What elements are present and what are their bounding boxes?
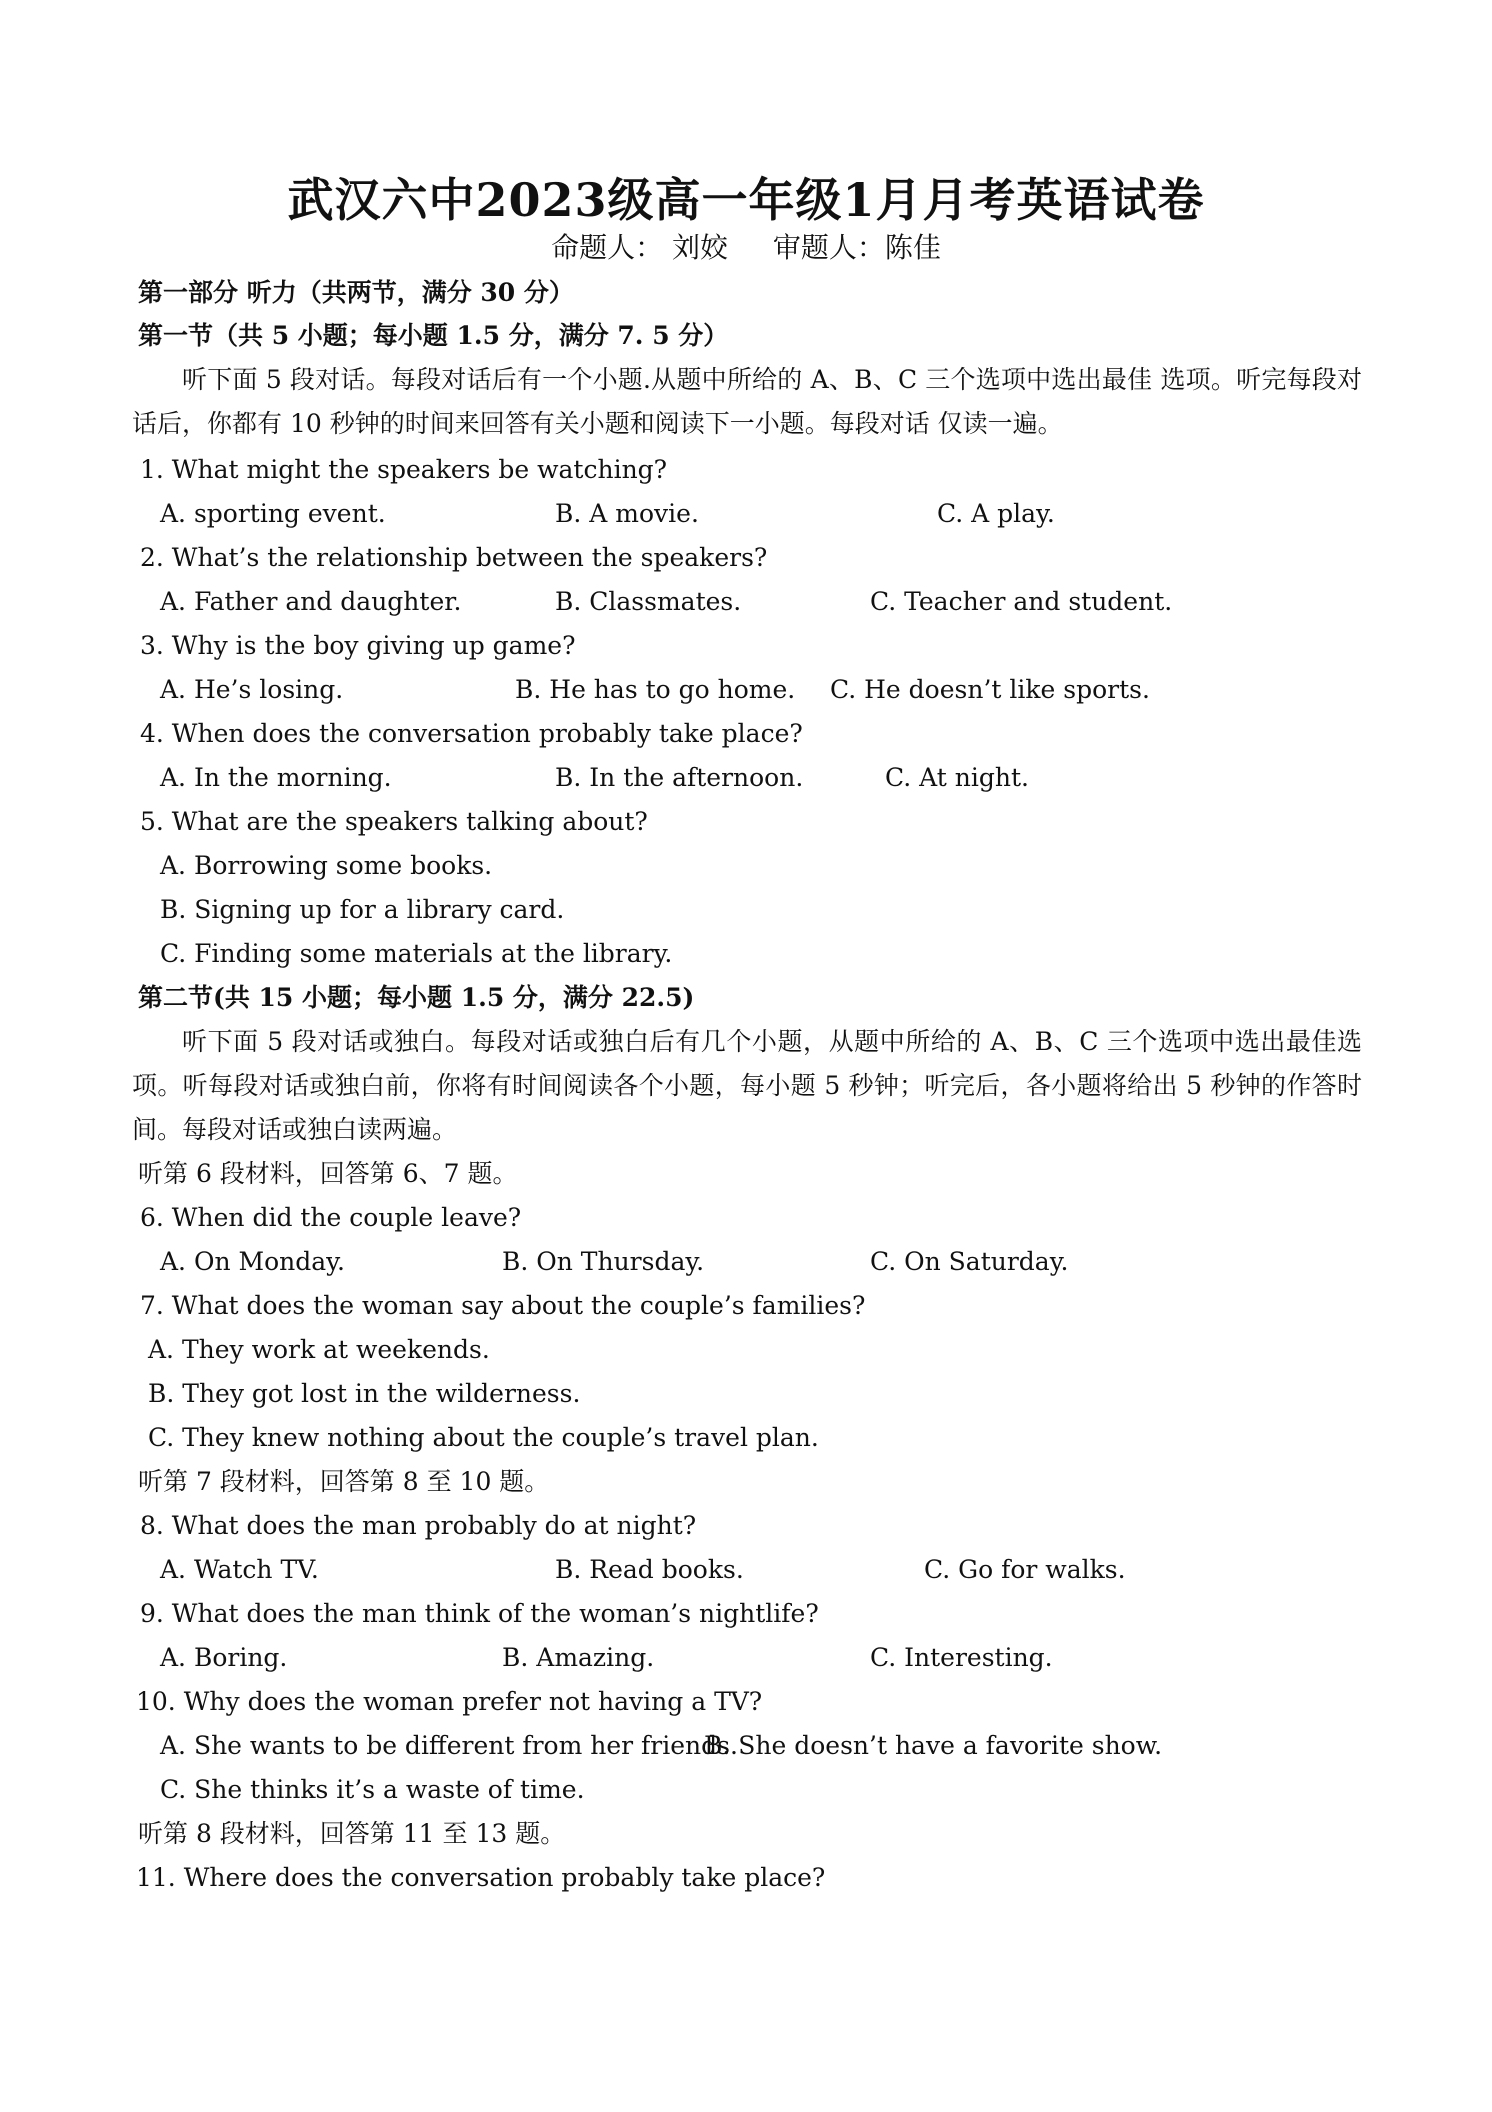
option-b: B. In the afternoon. [555,763,804,792]
option-a: A. Boring. [160,1643,288,1672]
question-stem: 7. What does the woman say about the couple’s families? [140,1291,866,1320]
question-stem: 3. Why is the boy giving up game? [140,631,576,660]
material-8-note: 听第 8 段材料，回答第 11 至 13 题。 [138,1819,566,1848]
reviewer-label: 审题人：陈佳 [772,231,941,264]
question-stem: 5. What are the speakers talking about? [140,807,648,836]
question-stem: 10. Why does the woman prefer not having a TV? [136,1687,763,1716]
option-a: A. Father and daughter. [160,587,462,616]
option-c: C. Finding some materials at the library. [160,939,673,968]
option-b: B. They got lost in the wilderness. [148,1379,581,1408]
section1-instructions: 听下面 5 段对话。每段对话后有一个小题.从题中所给的 A、B、C 三个选项中选出最佳 选项。听完每段对话后，你都有 10 秒钟的时间来回答有关小题和阅读下一小题。每段对话 仅读一遍。 [132,365,1362,438]
option-b: B. On Thursday. [502,1247,705,1276]
option-a: A. In the morning. [160,763,392,792]
option-c: C. A play. [937,499,1055,528]
option-a: A. sporting event. [160,499,386,528]
option-c: C. At night. [885,763,1029,792]
question-stem: 1. What might the speakers be watching? [140,455,668,484]
material-6-note: 听第 6 段材料，回答第 6、7 题。 [138,1159,518,1188]
part1-heading: 第一部分 听力（共两节，满分 30 分） [138,278,574,307]
option-b: B. She doesn’t have a favorite show. [704,1731,1163,1760]
option-b: B. He has to go home. [515,675,796,704]
exam-authors [0,228,1492,268]
option-c: C. She thinks it’s a waste of time. [160,1775,585,1804]
exam-title: 武汉六中2023级高一年级1月月考英语试卷 [287,173,1205,227]
option-a: A. She wants to be different from her friends. [160,1731,738,1760]
option-c: C. Go for walks. [924,1555,1126,1584]
option-a: A. Borrowing some books. [160,851,493,880]
option-c: C. On Saturday. [870,1247,1069,1276]
question-stem: 4. When does the conversation probably take place? [140,719,803,748]
question-stem: 8. What does the man probably do at night? [140,1511,697,1540]
section2-instructions: 听下面 5 段对话或独白。每段对话或独白后有几个小题，从题中所给的 A、B、C 三个选项中选出最佳选项。听每段对话或独白前，你将有时间阅读各个小题，每小题 5 秒钟；听完后，各小题将给出 5 秒钟的作答时间。每段对话或独白读两遍。 [132,1027,1362,1144]
option-b: B. Amazing. [502,1643,655,1672]
option-b: B. Classmates. [555,587,742,616]
option-c: C. Teacher and student. [870,587,1173,616]
material-7-note: 听第 7 段材料，回答第 8 至 10 题。 [138,1467,550,1496]
section2-heading: 第二节(共 15 小题；每小题 1.5 分，满分 22.5) [138,983,695,1012]
option-b: B. Signing up for a library card. [160,895,565,924]
question-stem: 9. What does the man think of the woman’s nightlife? [140,1599,819,1628]
option-c: C. He doesn’t like sports. [830,675,1150,704]
question-stem: 11. Where does the conversation probably take place? [136,1863,826,1892]
option-a: A. On Monday. [160,1247,345,1276]
option-c: C. Interesting. [870,1643,1053,1672]
option-b: B. Read books. [555,1555,744,1584]
option-a: A. They work at weekends. [148,1335,490,1364]
option-b: B. A movie. [555,499,699,528]
question-stem: 6. When did the couple leave? [140,1203,522,1232]
option-a: A. He’s losing. [160,675,344,704]
option-c: C. They knew nothing about the couple’s travel plan. [148,1423,819,1452]
option-a: A. Watch TV. [160,1555,319,1584]
question-stem: 2. What’s the relationship between the speakers? [140,543,768,572]
section1-heading: 第一节（共 5 小题；每小题 1.5 分，满分 7. 5 分） [138,321,729,350]
setter-label: 命题人： 刘姣 [551,231,728,264]
